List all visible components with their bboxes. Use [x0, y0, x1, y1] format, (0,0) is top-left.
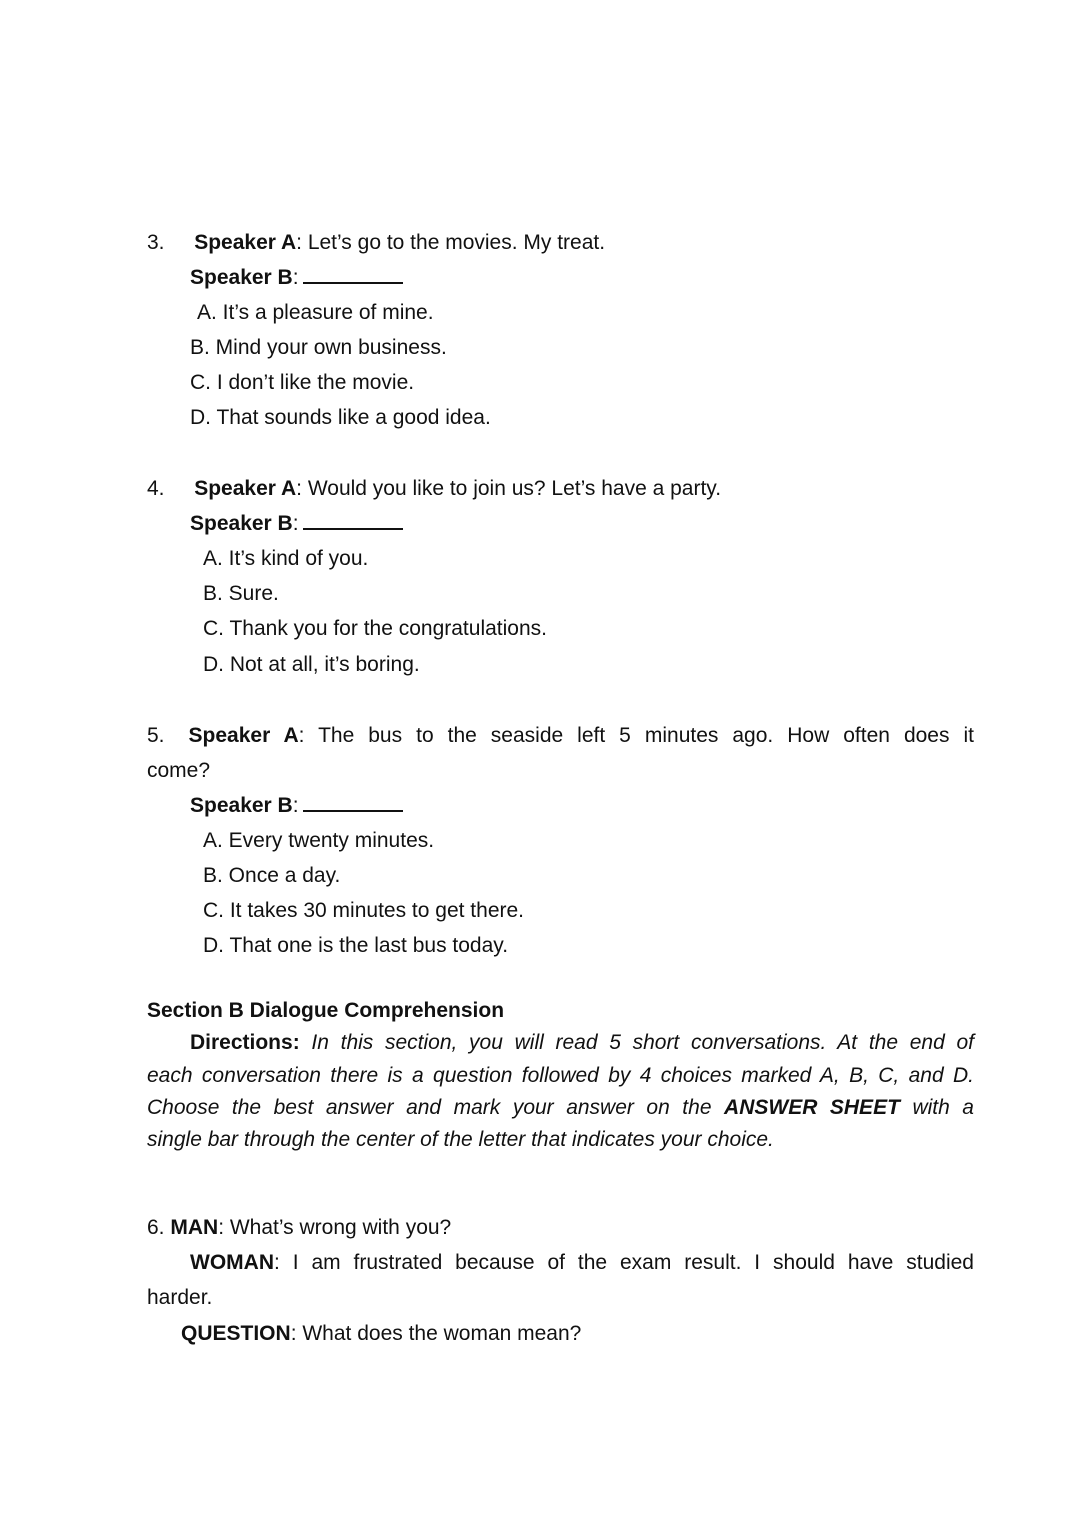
directions-line-2: each conversation there is a question followed by 4 choices marked A, B, C, and D.	[147, 1064, 974, 1087]
question-label: QUESTION	[181, 1322, 291, 1345]
answer-blank	[303, 510, 403, 530]
speaker-b-label: Speaker B	[190, 794, 293, 817]
woman-text-line-1: : I am frustrated because of the exam result. I should have studied	[273, 1251, 974, 1274]
man-text: : What’s wrong with you?	[218, 1216, 452, 1239]
question-3-option-a: A. It’s a pleasure of mine.	[197, 301, 434, 324]
question-5-option-b: B. Once a day.	[203, 864, 341, 887]
speaker-b-label: Speaker B	[190, 512, 293, 535]
directions-label: Directions:	[190, 1031, 300, 1054]
answer-blank	[303, 792, 403, 812]
question-4-speaker-a	[147, 475, 721, 503]
question-6-question	[181, 1320, 581, 1348]
question-4-option-c: C. Thank you for the congratulations.	[203, 617, 547, 640]
directions-line-1	[190, 1029, 974, 1057]
question-6-woman	[190, 1249, 974, 1277]
question-3-speaker-b	[190, 264, 403, 292]
directions-text-3a: Choose the best answer and mark your answer on the	[147, 1096, 712, 1119]
directions-text-1: In this section, you will read 5 short conversations. At the end of	[311, 1031, 974, 1054]
question-3-option-c: C. I don’t like the movie.	[190, 371, 415, 394]
speaker-b-colon: :	[292, 266, 299, 289]
speaker-a-text: : Let’s go to the movies. My treat.	[296, 231, 606, 254]
directions-text-3b: with a	[912, 1096, 974, 1119]
answer-sheet-emphasis: ANSWER SHEET	[724, 1096, 900, 1119]
question-5-option-c: C. It takes 30 minutes to get there.	[203, 899, 524, 922]
directions-line-4: single bar through the center of the letter that indicates your choice.	[147, 1128, 774, 1151]
question-number: 3.	[147, 231, 165, 254]
question-5-option-d: D. That one is the last bus today.	[203, 934, 509, 957]
question-5-speaker-a	[147, 722, 974, 750]
directions-line-3	[147, 1094, 974, 1122]
speaker-a-label: Speaker A	[194, 477, 297, 500]
question-4-option-a: A. It’s kind of you.	[203, 547, 369, 570]
speaker-b-colon: :	[292, 794, 299, 817]
speaker-a-label: Speaker A	[194, 231, 297, 254]
question-3-option-b: B. Mind your own business.	[190, 336, 447, 359]
question-3-option-d: D. That sounds like a good idea.	[190, 406, 491, 429]
question-number: 6.	[147, 1216, 165, 1239]
speaker-b-colon: :	[292, 512, 299, 535]
question-number: 5.	[147, 724, 165, 747]
question-number: 4.	[147, 477, 165, 500]
question-5-option-a: A. Every twenty minutes.	[203, 829, 435, 852]
speaker-b-label: Speaker B	[190, 266, 293, 289]
question-text: : What does the woman mean?	[290, 1322, 582, 1345]
speaker-a-text-line-1: : The bus to the seaside left 5 minutes ago. How often does it	[298, 724, 974, 747]
speaker-a-text: : Would you like to join us? Let’s have a party.	[296, 477, 722, 500]
speaker-a-label: Speaker A	[188, 724, 299, 747]
question-4-speaker-b	[190, 510, 403, 538]
woman-label: WOMAN	[190, 1251, 274, 1274]
man-label: MAN	[170, 1216, 219, 1239]
answer-blank	[303, 264, 403, 284]
question-6-woman-cont: harder.	[147, 1286, 213, 1309]
question-6-man	[147, 1214, 451, 1242]
question-5-speaker-a-cont: come?	[147, 759, 211, 782]
section-b-heading: Section B Dialogue Comprehension	[147, 999, 505, 1022]
question-3-speaker-a	[147, 229, 605, 257]
question-4-option-d: D. Not at all, it’s boring.	[203, 653, 420, 676]
question-5-speaker-b	[190, 792, 403, 820]
question-4-option-b: B. Sure.	[203, 582, 279, 605]
